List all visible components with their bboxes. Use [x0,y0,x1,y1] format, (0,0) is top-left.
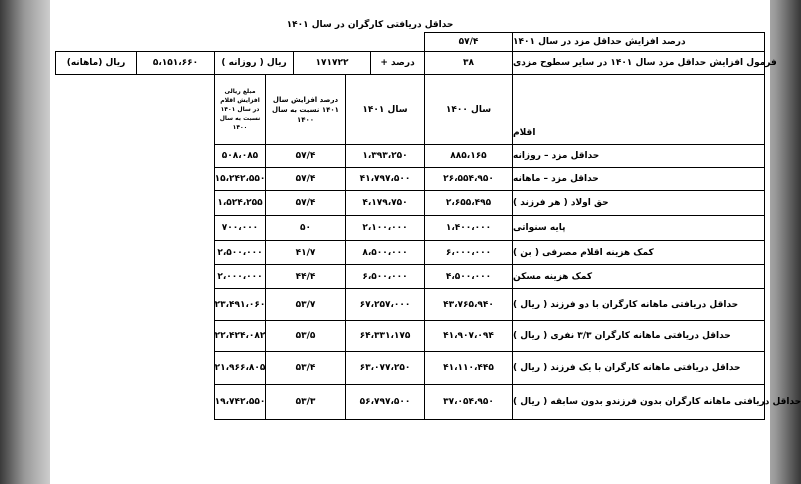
row-item-cell: پایه سنواتی [512,215,765,241]
row-1400-cell: ۲،۶۵۵،۴۹۵ [424,190,513,216]
row-1400-cell: ۴،۵۰۰،۰۰۰ [424,264,513,289]
formula-daily-label-cell: ریال ( روزانه ) [214,51,294,75]
row-1400-cell: ۴۱،۹۰۷،۰۹۴ [424,320,513,352]
header-year-1401: سال ۱۴۰۱ [345,74,425,145]
row-1401-cell: ۴۱،۷۹۷،۵۰۰ [345,167,425,191]
row-item-cell: حداقل دریافتی ماهانه کارگران بدون فرزندو بدون سابقه ( ریال ) [512,384,765,420]
row-amount-cell: ۲۱،۹۶۶،۸۰۵ [214,351,266,385]
row-pct-cell: ۵۳/۴ [265,351,346,385]
row-1400-cell: ۳۷،۰۵۴،۹۵۰ [424,384,513,420]
row-1401-cell: ۵۶،۷۹۷،۵۰۰ [345,384,425,420]
row-1401-cell: ۱،۳۹۳،۲۵۰ [345,144,425,168]
row-item-cell: حداقل دریافتی ماهانه کارگران با دو فرزند ( ریال ) [512,288,765,321]
formula-monthly-amount-cell: ۵،۱۵۱،۶۶۰ [136,51,215,75]
row-1401-cell: ۶۴،۳۳۱،۱۷۵ [345,320,425,352]
row-1400-cell: ۶،۰۰۰،۰۰۰ [424,240,513,265]
row-item-cell: حداقل مزد – روزانه [512,144,765,168]
row-1401-cell: ۲،۱۰۰،۰۰۰ [345,215,425,241]
header-year-1400: سال ۱۴۰۰ [424,74,513,145]
row-amount-cell: ۵۰۸،۰۸۵ [214,144,266,168]
row-amount-cell: ۱۹،۷۴۲،۵۵۰ [214,384,266,420]
row-pct-cell: ۵۷/۴ [265,167,346,191]
row-1400-cell: ۱،۴۰۰،۰۰۰ [424,215,513,241]
row-amount-cell: ۱،۵۲۴،۲۵۵ [214,190,266,216]
header-increase-pct: درصد افزایش سال ۱۴۰۱ نسبت به سال ۱۴۰۰ [265,74,346,145]
increase-value-cell: ۵۷/۴ [424,32,513,52]
row-1401-cell: ۶۷،۲۵۷،۰۰۰ [345,288,425,321]
formula-label-cell: فرمول افزایش حداقل مزد سال ۱۴۰۱ در سایر سطوح مزدی [512,51,765,75]
row-1401-cell: ۸،۵۰۰،۰۰۰ [345,240,425,265]
row-pct-cell: ۵۷/۴ [265,190,346,216]
row-amount-cell: ۷۰۰،۰۰۰ [214,215,266,241]
row-1400-cell: ۲۶،۵۵۴،۹۵۰ [424,167,513,191]
row-1400-cell: ۸۸۵،۱۶۵ [424,144,513,168]
row-amount-cell: ۲۲،۴۲۴،۰۸۲ [214,320,266,352]
formula-percent-label-cell: درصد + [370,51,425,75]
row-pct-cell: ۵۷/۴ [265,144,346,168]
formula-percent-cell: ۳۸ [424,51,513,75]
row-pct-cell: ۵۰ [265,215,346,241]
row-pct-cell: ۴۱/۷ [265,240,346,265]
page-title: حداقل دریافتی کارگران در سال ۱۴۰۱ [286,20,454,30]
row-item-cell: حداقل مزد – ماهانه [512,167,765,191]
row-amount-cell: ۱۵،۲۴۲،۵۵۰ [214,167,266,191]
row-1401-cell: ۴،۱۷۹،۷۵۰ [345,190,425,216]
formula-monthly-label-cell: ریال (ماهانه) [55,51,137,75]
row-item-cell: کمک هزینه مسکن [512,264,765,289]
header-items: اقلام [512,74,765,145]
row-item-cell: حق اولاد ( هر فرزند ) [512,190,765,216]
row-item-cell: کمک هزینه اقلام مصرفی ( بن ) [512,240,765,265]
row-pct-cell: ۵۳/۷ [265,288,346,321]
row-1401-cell: ۶،۵۰۰،۰۰۰ [345,264,425,289]
row-1401-cell: ۶۳،۰۷۷،۲۵۰ [345,351,425,385]
formula-amount-cell: ۱۷۱۷۲۲ [293,51,371,75]
document-sheet [50,0,801,484]
row-item-cell: حداقل دریافتی ماهانه کارگران ۳/۳ نفری ( ریال ) [512,320,765,352]
row-amount-cell: ۲۳،۴۹۱،۰۶۰ [214,288,266,321]
row-pct-cell: ۴۴/۴ [265,264,346,289]
increase-label-cell: درصد افزایش حداقل مزد در سال ۱۴۰۱ [512,32,765,52]
header-increase-amount: مبلغ ریالی افزایش اقلام در سال ۱۴۰۱ نسبت به سال ۱۴۰۰ [214,74,266,145]
row-item-cell: حداقل دریافتی ماهانه کارگران با یک فرزند ( ریال ) [512,351,765,385]
row-amount-cell: ۲،۵۰۰،۰۰۰ [214,240,266,265]
row-amount-cell: ۲،۰۰۰،۰۰۰ [214,264,266,289]
row-1400-cell: ۴۳،۷۶۵،۹۴۰ [424,288,513,321]
row-1400-cell: ۴۱،۱۱۰،۴۴۵ [424,351,513,385]
row-pct-cell: ۵۳/۵ [265,320,346,352]
row-pct-cell: ۵۳/۳ [265,384,346,420]
